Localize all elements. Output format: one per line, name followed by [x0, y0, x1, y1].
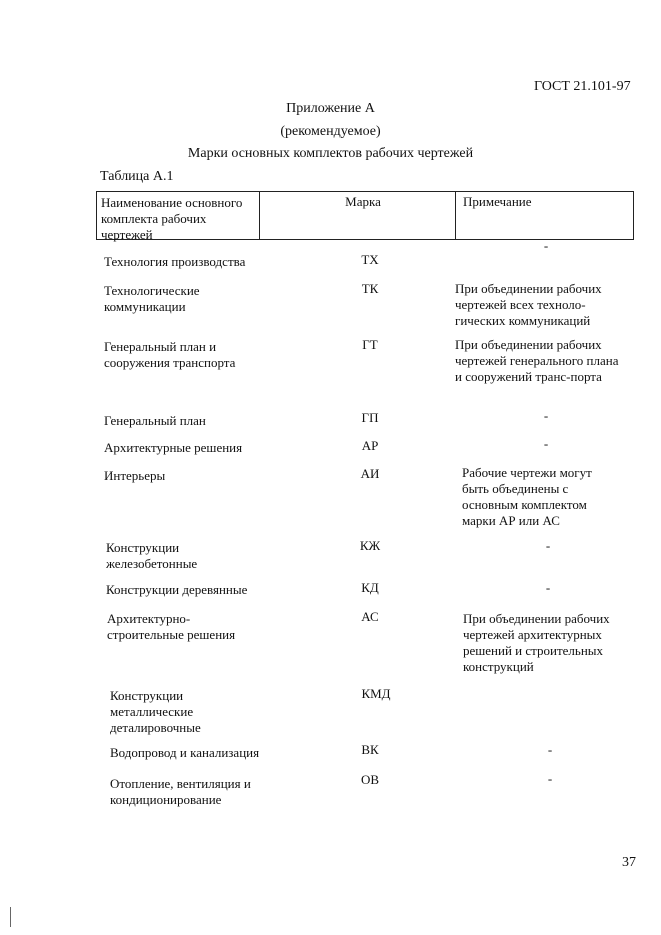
- header-dash: -: [543, 238, 549, 253]
- row-code: ГП: [361, 410, 379, 425]
- row-name: Конструкции железобетонные: [106, 540, 198, 571]
- row-note: При объединении рабочих чертежей всех техноло-гических коммуникаций: [455, 281, 602, 328]
- row-code: ТХ: [361, 252, 379, 267]
- row-note: -: [547, 771, 553, 786]
- row-name: Технологические коммуникации: [104, 283, 200, 314]
- row-code: ГТ: [362, 337, 378, 352]
- column-header-code: Марка: [345, 194, 381, 209]
- row-name: Архитектурные решения: [104, 440, 243, 455]
- column-header-note: Примечание: [463, 194, 532, 209]
- row-note: -: [545, 580, 551, 595]
- document-code: ГОСТ 21.101-97: [534, 79, 631, 94]
- row-code: КЖ: [359, 538, 381, 553]
- table-header: [96, 191, 634, 240]
- column-divider: [455, 192, 456, 239]
- row-name: Конструкции деревянные: [106, 582, 248, 597]
- row-note: -: [547, 742, 553, 757]
- row-code: ТК: [361, 281, 379, 296]
- row-code: АИ: [360, 466, 380, 481]
- table-label: Таблица А.1: [100, 169, 174, 184]
- appendix-status: (рекомендуемое): [280, 124, 381, 139]
- row-name: Архитектурно-строительные решения: [107, 611, 236, 642]
- column-header-name: Наименование основного комплекта рабочих чертежей: [101, 195, 243, 242]
- row-name: Технология производства: [104, 254, 246, 269]
- row-code: АР: [361, 438, 379, 453]
- row-code: КД: [361, 580, 379, 595]
- row-note: -: [543, 436, 549, 451]
- row-note: -: [545, 538, 551, 553]
- row-note: При объединении рабочих чертежей генерального плана и сооружений транс-порта: [455, 337, 619, 384]
- row-name: Конструкции металлические деталировочные: [110, 688, 201, 735]
- row-note: -: [543, 408, 549, 423]
- row-name: Генеральный план: [104, 413, 206, 428]
- row-name: Интерьеры: [104, 468, 166, 483]
- row-note: При объединении рабочих чертежей архитектурных решений и строительных конструкций: [463, 611, 610, 674]
- row-code: ОВ: [360, 772, 380, 787]
- scan-mark: [10, 907, 11, 927]
- row-name: Генеральный план и сооружения транспорта: [104, 339, 236, 370]
- row-code: КМД: [361, 686, 391, 701]
- row-code: ВК: [361, 742, 379, 757]
- page-number: 37: [622, 855, 636, 870]
- row-name: Водопровод и канализация: [110, 745, 260, 760]
- row-name: Отопление, вентиляция и кондиционирование: [110, 776, 251, 807]
- page-title: Марки основных комплектов рабочих чертежей: [187, 146, 474, 161]
- row-code: АС: [361, 609, 379, 624]
- appendix-heading: Приложение А: [286, 101, 375, 116]
- row-note: Рабочие чертежи могут быть объединены с основным комплектом марки АР или АС: [462, 465, 592, 528]
